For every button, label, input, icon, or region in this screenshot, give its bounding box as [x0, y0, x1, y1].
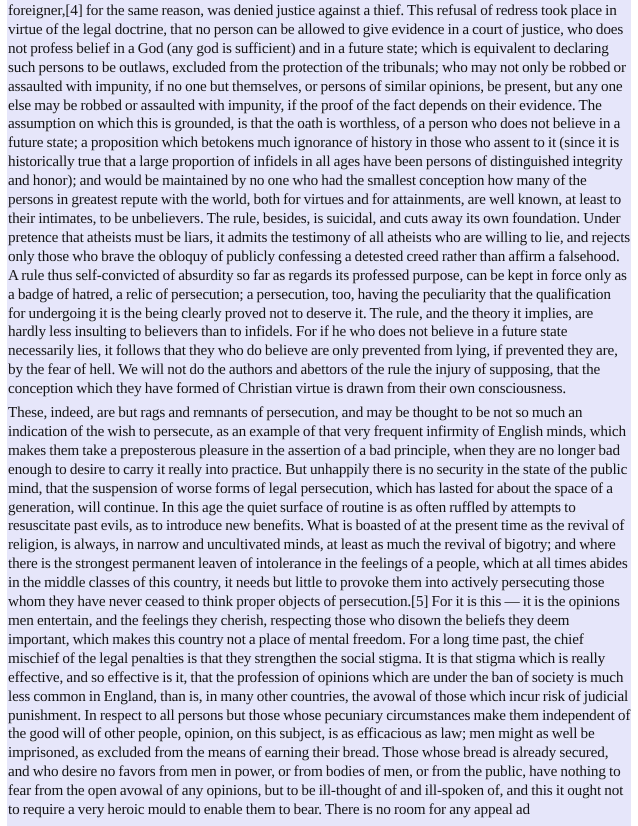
paragraph-oath-testimony: foreigner,[4] for the same reason, was denied justice against a thief. This refusal of redress took place in virtue of the legal doctrine, that no person can be allowed to give evidence in a court of justice, who does not profess belief in a God (any god is sufficient) and in a future state; which is equivalent to declaring such persons to be outlaws, excluded from the protection of the tribunals; who may not only be robbed or assaulted with impunity, if no one but themselves, or persons of similar opinions, be present, but any one else may be robbed or assaulted with impunity, if the proof of the fact depends on their evidence. The assumption on which this is grounded, is that the oath is worthless, of a person who does not believe in a future state; a proposition which betokens much ignorance of history in those who assent to it (since it is historically true that a large proportion of infidels in all ages have been persons of distinguished integrity and honor); and would be maintained by no one who had the smallest conception how many of the persons in greatest repute with the world, both for virtues and for attainments, are well known, at least to their intimates, to be unbelievers. The rule, besides, is suicidal, and cuts away its own foundation. Under pretence that atheists must be liars, it admits the testimony of all atheists who are willing to lie, and rejects only those who brave the obloquy of publicly confessing a detested creed rather than affirm a falsehood. A rule thus self-convicted of absurdity so far as regards its professed purpose, can be kept in force only as a badge of hatred, a relic of persecution; a persecution, too, having the peculiarity that the qualification for undergoing it is the being clearly proved not to deserve it. The rule, and the theory it implies, are hardly less insulting to believers than to infidels. For if he who does not believe in a future state necessarily lies, it follows that they who do believe are only prevented from lying, if prevented they are, by the fear of hell. We will not do the authors and abettors of the rule the injury of supposing, that the conception which they have formed of Christian virtue is drawn from their own consciousness. [8, 2, 631, 398]
paragraph-rags-and-remnants: These, indeed, are but rags and remnants of persecution, and may be thought to be not so much an indication of the wish to persecute, as an example of that very frequent infirmity of English minds, which makes them take a preposterous pleasure in the assertion of a bad principle, when they are no longer bad enough to desire to carry it really into practice. But unhappily there is no security in the state of the public mind, that the suspension of worse forms of legal persecution, which has lasted for about the space of a generation, will continue. In this age the quiet surface of routine is as often ruffled by attempts to resuscitate past evils, as to introduce new benefits. What is boasted of at the present time as the revival of religion, is always, in narrow and uncultivated minds, at least as much the revival of bigotry; and where there is the strongest permanent leaven of intolerance in the feelings of a people, which at all times abides in the middle classes of this country, it needs but little to provoke them into actively persecuting those whom they have never ceased to think proper objects of persecution.[5] For it is this — it is the opinions men entertain, and the feelings they cherish, respecting those who disown the beliefs they deem important, which makes this country not a place of mental freedom. For a long time past, the chief mischief of the legal penalties is that they strengthen the social stigma. It is that stigma which is really effective, and so effective is it, that the profession of opinions which are under the ban of society is much less common in England, than is, in many other countries, the avowal of those which incur risk of judicial punishment. In respect to all persons but those whose pecuniary circumstances make them independent of the good will of other people, opinion, on this subject, is as efficacious as law; men might as well be imprisoned, as excluded from the means of earning their bread. Those whose bread is already secured, and who desire no favors from men in power, or from bodies of men, or from the public, have nothing to fear from the open avowal of any opinions, but to be ill-thought of and ill-spoken of, and this it ought not to require a very heroic mould to enable them to bear. There is no room for any appeal ad [8, 404, 631, 819]
document-page [7, 0, 631, 826]
